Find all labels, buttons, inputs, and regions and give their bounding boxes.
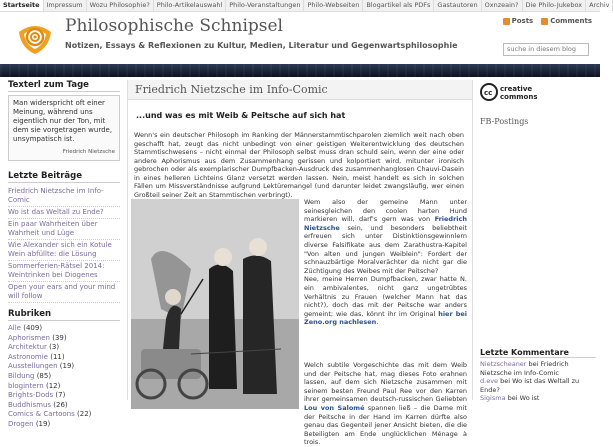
post-paragraph: Wenn's ein deutscher Philosoph im Ranking der Männerstammtischparolen ziemlich weit nach oben geschafft hat, zeugt das nicht unbedingt von einer geistigen Weiterentwicklung des deutschen Stammtischwesens – nicht einmal der Philosoph selbst muss dran schuld sein, wenn der eine oder andere Aphorismus aus dem Zusammenhang gerissen und kolportiert wird, mitunter ironisch gebrochen oder als exemplarischer Dumpfbacken-Ausdruck des zusammenhanglosen Chauvi-Dasein in eines helleren Lichteins Glanz versetzt werden lassen. Nein, meist handelt es sich in solchen Fällen um Missverständnisse aufgrund Lektüremangel (und darunter leidet zwangsläufig, wer einen Großteil seiner Zeit an Stammtischen verbringt). [134, 131, 464, 199]
recent-comments-heading: Letzte Kommentare [480, 348, 596, 358]
comment-item[interactable]: Sigisma bei Wo ist [480, 394, 540, 402]
nav-item-philo-webseiten[interactable]: Philo-Webseiten [304, 0, 363, 11]
search-input[interactable]: suche in diesem blog [503, 43, 589, 56]
svg-text:cc: cc [484, 89, 493, 97]
creative-commons-logo-icon[interactable] [480, 82, 550, 102]
nav-item-archiv[interactable]: Archiv [586, 0, 613, 11]
categories [8, 309, 120, 430]
textlet-quote: Man widerspricht oft einer Meinung, während uns eigentlich nur der Ton, mit dem sie vorgetragen wurde, unsympatisch ist. [13, 99, 113, 143]
textlet-author: Friedrich Nietzsche [62, 149, 115, 155]
historic-photo [131, 199, 299, 409]
nav-item-philo-veranstaltungen[interactable]: Philo-Veranstaltungen [226, 0, 304, 11]
category-item[interactable]: Comics & Cartoons (22) [8, 410, 92, 419]
comment-item[interactable]: Nietzscheaner bei Friedrich Nietzsche im Info-Comic [480, 360, 569, 377]
nietzsche-link[interactable]: Friedrich Nietzsche [304, 215, 467, 232]
top-navigation [0, 0, 610, 12]
post-paragraph: Wem also der gemeine Mann unter seinesgleichen den coolen harten Hund markieren will, darf's gern was von Friedrich Nietzsche sein, und besonders beliebtheit erfreuen sich unter Distinktionsgewinnlern diverse Falsifikate aus dem Zarathustra-Kapitel "Von alten und jungen Weiblein": Fordert der schnauzbärtige Moralverächter da nicht gar die Züchtigung des Weibes mit der Peitsche? Nee, meine Herren Dumpfbacken, zwar hatte N. ein ambivalentes, nicht ganz ungetrübtes Verhältnis zu Frauen (welcher Mann hat das nicht?), doch das mit der Peitsche war anders gemeint; wie das, könnt ihr im Original hier bei Zeno.org nachlesen. [304, 198, 468, 327]
nav-item-wozu-philosophie[interactable]: Wozu Philosophie? [87, 0, 154, 11]
left-sidebar [8, 80, 120, 430]
comment-item[interactable]: d.eve bei Wo ist das Weltall zu Ende? [480, 377, 580, 394]
comments-feed-link[interactable]: Comments [541, 17, 592, 25]
nav-item-impressum[interactable]: Impressum [44, 0, 87, 11]
nav-item-gastautoren[interactable]: Gastautoren [434, 0, 481, 11]
site-description: Notizen, Essays & Reflexionen zu Kultur, Medien, Literatur und Gegenwartsphilosophie [65, 41, 458, 50]
nav-item-philo-artikelauswahl[interactable]: Philo-Artikelauswahl [154, 0, 226, 11]
recent-post-link[interactable]: Sommerferien-Rätsel 2014: Weintrinken bei Diogenes [8, 261, 120, 282]
category-item[interactable]: Bildung (85) [8, 371, 52, 380]
site-header [0, 12, 600, 64]
category-item[interactable]: Alle (409) [8, 324, 43, 332]
post-subtitle: ...und was es mit Weib & Peitsche auf sich hat [136, 111, 346, 120]
category-item[interactable]: blogintern (12) [8, 381, 61, 390]
main-content [127, 80, 473, 447]
nav-item-startseite[interactable]: Startseite [0, 0, 44, 11]
post-title[interactable]: Friedrich Nietzsche im Info-Comic [128, 80, 472, 100]
rss-icon [541, 18, 548, 25]
svg-text:commons: commons [500, 93, 538, 101]
nav-item-oxnzeain[interactable]: Oxnzeain? [482, 0, 523, 11]
nav-item-philo-jukebox[interactable]: Die Philo-Jukebox [523, 0, 587, 11]
category-item[interactable]: Astronomie (11) [8, 352, 65, 361]
category-item[interactable]: Ausstellungen (19) [8, 362, 75, 371]
feed-links [503, 17, 592, 25]
fb-postings-heading: FB-Postings [480, 117, 529, 126]
recent-comments [480, 348, 596, 403]
recent-post-link[interactable]: Ein paar Wahrheiten über Wahrheit und Lüge [8, 219, 120, 240]
recent-posts-heading: Letzte Beiträge [8, 171, 120, 183]
recent-post-link[interactable]: Open your ears and your mind will follow [8, 282, 120, 303]
category-item[interactable]: Brights-Dods (7) [8, 391, 66, 400]
post-paragraph: Welch subtile Vorgeschichte das mit dem Weib und der Peitsche hat, mag dieses Foto erahnen lassen, auf dem sich Nietzsche zusammen mit seinem besten Freund Paul Ree vor den Karren ihrer gemeinsamen deutsch-russischen Geliebten Lou von Salomé spannen ließ – die Dame mit der Peitsche in der Hand im Karren dürfte also genau das Gegenteil jener Ansicht bieten, die die Beteiligten am Ende unglücklichen Ménage à trois. [304, 361, 467, 447]
recent-post-link[interactable]: Wo ist das Weltall zu Ende? [8, 207, 120, 219]
svg-text:creative: creative [500, 85, 533, 93]
site-logo-icon[interactable] [15, 18, 55, 58]
recent-posts [8, 171, 120, 303]
header-banner [0, 64, 600, 77]
posts-feed-link[interactable]: Posts [503, 17, 534, 25]
lou-salome-link[interactable]: Lou von Salomé [304, 403, 365, 412]
categories-heading: Rubriken [8, 309, 120, 321]
category-item[interactable]: Drogen (19) [8, 419, 51, 428]
rss-icon [503, 18, 510, 25]
recent-post-link[interactable]: Friedrich Nietzsche im Info-Comic [8, 186, 120, 207]
zeno-link[interactable]: hier bei Zeno.org nachlesen [304, 309, 468, 327]
nav-item-blogartikel-pdfs[interactable]: Blogartikel als PDFs [363, 0, 434, 11]
recent-post-link[interactable]: Wie Alexander sich ein Kotule Wein abfüllte: die Lösung [8, 240, 120, 261]
category-item[interactable]: Aphorismen (39) [8, 333, 67, 342]
textlet-heading: Texterl zum Tage [8, 80, 120, 92]
site-title[interactable]: Philosophische Schnipsel [65, 16, 283, 36]
category-item[interactable]: Architektur (3) [8, 343, 60, 352]
textlet-quote-box [8, 95, 120, 161]
category-item[interactable]: Buddhismus (26) [8, 400, 68, 409]
